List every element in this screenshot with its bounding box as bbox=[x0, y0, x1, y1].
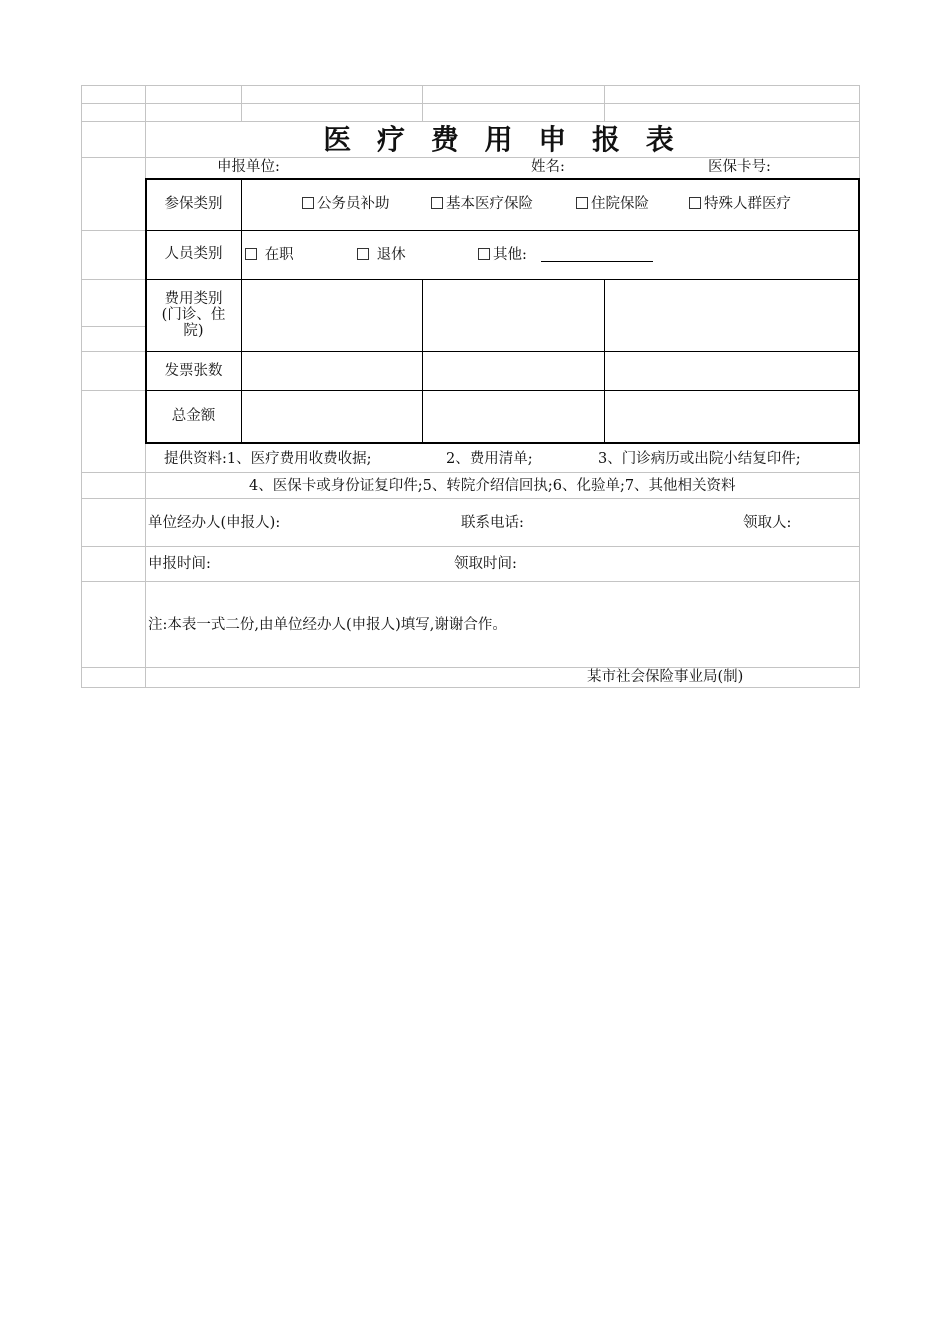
option-label: 其他: bbox=[493, 247, 527, 263]
materials-line1c: 3、门诊病历或出院小结复印件; bbox=[598, 451, 801, 467]
materials-line1: 提供资料:1、医疗费用收费收据; bbox=[164, 451, 372, 467]
grid-line bbox=[81, 103, 860, 104]
receive-time-label: 领取时间: bbox=[454, 556, 517, 572]
grid-line bbox=[241, 85, 242, 121]
grid-line bbox=[81, 546, 860, 547]
card-label: 医保卡号: bbox=[708, 159, 771, 175]
grid-line bbox=[81, 279, 146, 280]
grid-line bbox=[81, 351, 146, 352]
grid-line bbox=[81, 85, 82, 688]
option-basic-medical[interactable] bbox=[431, 195, 533, 213]
expense-type-label-2: (门诊、住 bbox=[161, 307, 226, 323]
grid-line bbox=[81, 85, 860, 86]
option-retired[interactable] bbox=[357, 246, 406, 264]
option-label: 退休 bbox=[372, 247, 406, 263]
table-border bbox=[145, 178, 860, 180]
option-civil-servant[interactable] bbox=[302, 195, 390, 213]
phone-label: 联系电话: bbox=[461, 515, 524, 531]
person-type-label: 人员类别 bbox=[164, 246, 223, 262]
form-title: 医 疗 费 用 申 报 表 bbox=[323, 123, 682, 156]
checkbox[interactable] bbox=[478, 248, 490, 260]
grid-line bbox=[422, 85, 423, 121]
expense-type-label-3: 院) bbox=[183, 323, 204, 339]
option-employed[interactable] bbox=[245, 246, 294, 264]
table-border bbox=[145, 442, 860, 444]
grid-line bbox=[81, 326, 146, 327]
checkbox[interactable] bbox=[431, 197, 443, 209]
grid-line bbox=[604, 85, 605, 121]
option-hospital-insurance[interactable] bbox=[576, 195, 649, 213]
checkbox[interactable] bbox=[302, 197, 314, 209]
other-underline[interactable] bbox=[541, 261, 653, 262]
grid-line bbox=[81, 581, 860, 582]
materials-line1b: 2、费用清单; bbox=[446, 451, 533, 467]
table-border bbox=[146, 390, 859, 391]
grid-line bbox=[81, 472, 860, 473]
checkbox[interactable] bbox=[576, 197, 588, 209]
grid-line bbox=[81, 498, 860, 499]
invoice-count-label: 发票张数 bbox=[164, 363, 223, 379]
expense-type-label-1: 费用类别 bbox=[164, 291, 223, 307]
option-other[interactable] bbox=[478, 246, 527, 264]
declare-time-label: 申报时间: bbox=[148, 556, 211, 572]
issuer-text: 某市社会保险事业局(制) bbox=[587, 669, 744, 685]
grid-line bbox=[81, 230, 146, 231]
checkbox[interactable] bbox=[689, 197, 701, 209]
option-special-group[interactable] bbox=[689, 195, 791, 213]
option-label: 住院保险 bbox=[591, 196, 649, 212]
checkbox[interactable] bbox=[245, 248, 257, 260]
option-label: 特殊人群医疗 bbox=[704, 196, 791, 212]
table-border bbox=[146, 279, 859, 280]
name-label: 姓名: bbox=[531, 159, 565, 175]
table-border bbox=[146, 351, 859, 352]
table-border bbox=[146, 230, 859, 231]
option-label: 公务员补助 bbox=[317, 196, 390, 212]
table-border bbox=[858, 178, 860, 444]
insurance-type-label: 参保类别 bbox=[164, 196, 223, 212]
table-border bbox=[604, 279, 605, 443]
checkbox[interactable] bbox=[357, 248, 369, 260]
grid-line bbox=[81, 390, 146, 391]
table-border bbox=[422, 279, 423, 443]
receiver-label: 领取人: bbox=[743, 515, 792, 531]
total-amount-label: 总金额 bbox=[171, 408, 216, 424]
table-border bbox=[241, 179, 242, 443]
option-label: 基本医疗保险 bbox=[446, 196, 533, 212]
option-label: 在职 bbox=[260, 247, 294, 263]
handler-label: 单位经办人(申报人): bbox=[148, 515, 281, 531]
materials-line2: 4、医保卡或身份证复印件;5、转院介绍信回执;6、化验单;7、其他相关资料 bbox=[249, 478, 736, 494]
unit-label: 申报单位: bbox=[217, 159, 280, 175]
note-text: 注:本表一式二份,由单位经办人(申报人)填写,谢谢合作。 bbox=[148, 617, 507, 633]
grid-line bbox=[81, 687, 860, 688]
